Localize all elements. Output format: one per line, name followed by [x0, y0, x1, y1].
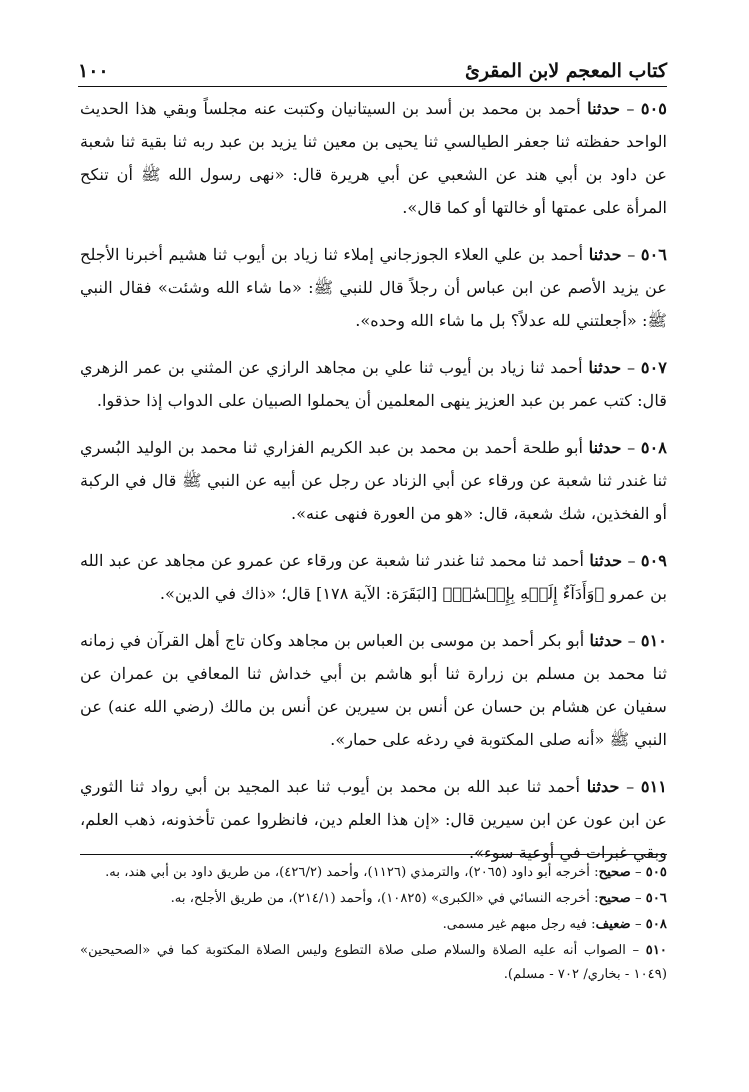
- hadith-506: ٥٠٦ – حدثنا أحمد بن علي العلاء الجوزجاني إملاء ثنا زياد بن أيوب ثنا هشيم أخبرنا الأجلح عن يزيد الأصم عن ابن عباس أن رجلاً قال للنبي ﷺ: «ما شاء الله وشئت» فقال النبي ﷺ: «أجعلتني لله عدلاً؟ بل ما شاء الله وحده».: [80, 245, 667, 330]
- footnote-number: ٥١٠: [645, 943, 667, 958]
- hadith-text: أحمد ثنا محمد ثنا غندر ثنا شعبة عن ورقاء عن عمرو عن مجاهد عن عبد الله بن عمرو ﴿وَأَدَآءٌ إِلَيۡهِ بِإِحۡسَٰنٖ﴾ [البَقَرَة: الآية ١٧٨] قال؛ «ذاك في الدين».: [80, 551, 667, 603]
- hadith-number: ٥٠٧: [640, 358, 667, 377]
- hadith-508: ٥٠٨ – حدثنا أبو طلحة أحمد بن محمد بن عبد الكريم الفزاري ثنا محمد بن الوليد البُسري ثنا غندر ثنا شعبة عن ورقاء عن أبي الزناد عن رجل عن أبيه عن النبي ﷺ قال في الركبة أو الفخذين، شك شعبة، قال: «هو من العورة فنهى عنه».: [80, 438, 668, 523]
- hadith-509: ٥٠٩ – حدثنا أحمد ثنا محمد ثنا غندر ثنا شعبة عن ورقاء عن عمرو عن مجاهد عن عبد الله بن عمرو ﴿وَأَدَآءٌ إِلَيۡهِ بِإِحۡسَٰنٖ﴾ [البَقَرَة: الآية ١٧٨] قال؛ «ذاك في الدين».: [80, 551, 667, 603]
- hadith-510: ٥١٠ – حدثنا أبو بكر أحمد بن موسى بن العباس بن مجاهد وكان تاج أهل القرآن في زمانه ثنا محمد بن مسلم بن زرارة ثنا أبو هاشم بن أبي خداش ثنا المعافي بن عمران عن سفيان عن هشام بن حسان عن أنس بن سيرين عن أنس بن مالك (رضي الله عنه) عن النبي ﷺ «أنه صلى المكتوبة في ردغه على حمار».: [80, 631, 667, 749]
- hadith-number: ٥٠٨: [640, 438, 668, 457]
- footnote-510: ٥١٠ – الصواب أنه عليه الصلاة والسلام صلى صلاة التطوع وليس الصلاة المكتوبة كما في «الصحيحين» (١٠٤٩ - بخاري/ ٧٠٢ - مسلم).: [80, 943, 667, 982]
- footnotes: [80, 854, 667, 989]
- footnote-505: ٥٠٥ – صحيح: أخرجه أبو داود (٢٠٦٥)، والترمذي (١١٢٦)، وأحمد (٤٢٦/٢)، من طريق داود بن أبي هند، به.: [105, 865, 667, 880]
- hadith-text: أبو بكر أحمد بن موسى بن العباس بن مجاهد وكان تاج أهل القرآن في زمانه ثنا محمد بن مسلم بن زرارة ثنا أبو هاشم بن أبي خداش ثنا المعافي بن عمران عن سفيان عن هشام بن حسان عن أنس بن سيرين عن أنس بن مالك (رضي الله عنه) عن النبي ﷺ «أنه صلى المكتوبة في ردغه على حمار».: [80, 631, 667, 749]
- footnote-grade: صحيح: [598, 891, 631, 906]
- hadith-text: أحمد ثنا عبد الله بن محمد بن أيوب ثنا عبد المجيد بن أبي رواد ثنا الثوري عن ابن عون عن ابن سيرين قال: «إن هذا العلم دين، فانظروا عمن تأخذونه، ذهب العلم، وبقي غبرات في أوعية سوء».: [80, 777, 667, 862]
- hadith-lead: حدثنا: [588, 245, 622, 264]
- footnote-text: الصواب أنه عليه الصلاة والسلام صلى صلاة التطوع وليس الصلاة المكتوبة كما في «الصحيحين» (١٠٤٩ - بخاري/ ٧٠٢ - مسلم).: [80, 943, 667, 982]
- footnote-text: فيه رجل مبهم غير مسمى.: [442, 917, 587, 932]
- footnote-number: ٥٠٦: [645, 891, 667, 906]
- hadith-number: ٥٠٥: [640, 99, 667, 118]
- footnote-grade: ضعيف: [595, 917, 631, 932]
- book-title: كتاب المعجم لابن المقرئ: [464, 60, 667, 82]
- hadith-lead: حدثنا: [588, 358, 622, 377]
- footnote-number: ٥٠٥: [645, 865, 667, 880]
- hadith-lead: حدثنا: [587, 99, 620, 118]
- hadith-lead: حدثنا: [589, 551, 623, 570]
- footnote-506: ٥٠٦ – صحيح: أخرجه النسائي في «الكبرى» (١٠٨٢٥)، وأحمد (٢١٤/١)، من طريق الأجلح، به.: [170, 891, 667, 906]
- footnote-number: ٥٠٨: [645, 917, 667, 932]
- hadith-number: ٥٠٩: [640, 551, 667, 570]
- footnote-grade: صحيح: [598, 865, 631, 880]
- hadith-511: ٥١١ – حدثنا أحمد ثنا عبد الله بن محمد بن أيوب ثنا عبد المجيد بن أبي رواد ثنا الثوري عن ابن عون عن ابن سيرين قال: «إن هذا العلم دين، فانظروا عمن تأخذونه، ذهب العلم، وبقي غبرات في أوعية سوء».: [80, 777, 667, 862]
- hadith-number: ٥١١: [640, 777, 667, 796]
- hadith-text: أبو طلحة أحمد بن محمد بن عبد الكريم الفزاري ثنا محمد بن الوليد البُسري ثنا غندر ثنا شعبة عن ورقاء عن أبي الزناد عن رجل عن أبيه عن النبي ﷺ قال في الركبة أو الفخذين، شك شعبة، قال: «هو من العورة فنهى عنه».: [80, 438, 667, 523]
- page-number: ١٠٠: [78, 60, 109, 82]
- hadith-text: أحمد بن علي العلاء الجوزجاني إملاء ثنا زياد بن أيوب ثنا هشيم أخبرنا الأجلح عن يزيد الأصم عن ابن عباس أن رجلاً قال للنبي ﷺ: «ما شاء الله وشئت» فقال النبي ﷺ: «أجعلتني لله عدلاً؟ بل ما شاء الله وحده».: [80, 245, 667, 330]
- hadith-507: ٥٠٧ – حدثنا أحمد ثنا زياد بن أيوب ثنا علي بن مجاهد الرازي عن المثني بن عمر الزهري قال: كتب عمر بن عبد العزيز ينهى المعلمين أن يحملوا الصبيان على الدواب إذا حذقوا.: [80, 358, 667, 410]
- footnote-508: ٥٠٨ – ضعيف: فيه رجل مبهم غير مسمى.: [442, 917, 667, 932]
- hadith-lead: حدثنا: [586, 777, 620, 796]
- hadith-text: أحمد ثنا زياد بن أيوب ثنا علي بن مجاهد الرازي عن المثني بن عمر الزهري قال: كتب عمر بن عبد العزيز ينهى المعلمين أن يحملوا الصبيان على الدواب إذا حذقوا.: [80, 358, 667, 410]
- hadith-text: أحمد بن محمد بن أسد بن السيتانيان وكتبت عنه مجلساً وبقي هذا الحديث الواحد حفظته ثنا جعفر الطيالسي ثنا يحيى بن معين ثنا يزيد بن عبد ربه ثنا بقية ثنا شعبة عن داود بن أبي هند عن الشعبي عن أبي هريرة قال: «نهى رسول الله ﷺ أن تنكح المرأة على عمتها أو خالتها أو كما قال».: [80, 99, 667, 217]
- hadith-number: ٥٠٦: [640, 245, 667, 264]
- hadith-lead: حدثنا: [589, 631, 623, 650]
- hadith-number: ٥١٠: [640, 631, 667, 650]
- main-text: [80, 92, 667, 883]
- hadith-505: ٥٠٥ – حدثنا أحمد بن محمد بن أسد بن السيتانيان وكتبت عنه مجلساً وبقي هذا الحديث الواحد حفظته ثنا جعفر الطيالسي ثنا يحيى بن معين ثنا يزيد بن عبد ربه ثنا بقية ثنا شعبة عن داود بن أبي هند عن الشعبي عن أبي هريرة قال: «نهى رسول الله ﷺ أن تنكح المرأة على عمتها أو خالتها أو كما قال».: [80, 99, 667, 217]
- footnote-text: أخرجه النسائي في «الكبرى» (١٠٨٢٥)، وأحمد (٢١٤/١)، من طريق الأجلح، به.: [170, 891, 590, 906]
- hadith-lead: حدثنا: [588, 438, 622, 457]
- footnote-text: أخرجه أبو داود (٢٠٦٥)، والترمذي (١١٢٦)، وأحمد (٤٢٦/٢)، من طريق داود بن أبي هند، به.: [105, 865, 590, 880]
- running-header: [78, 50, 667, 87]
